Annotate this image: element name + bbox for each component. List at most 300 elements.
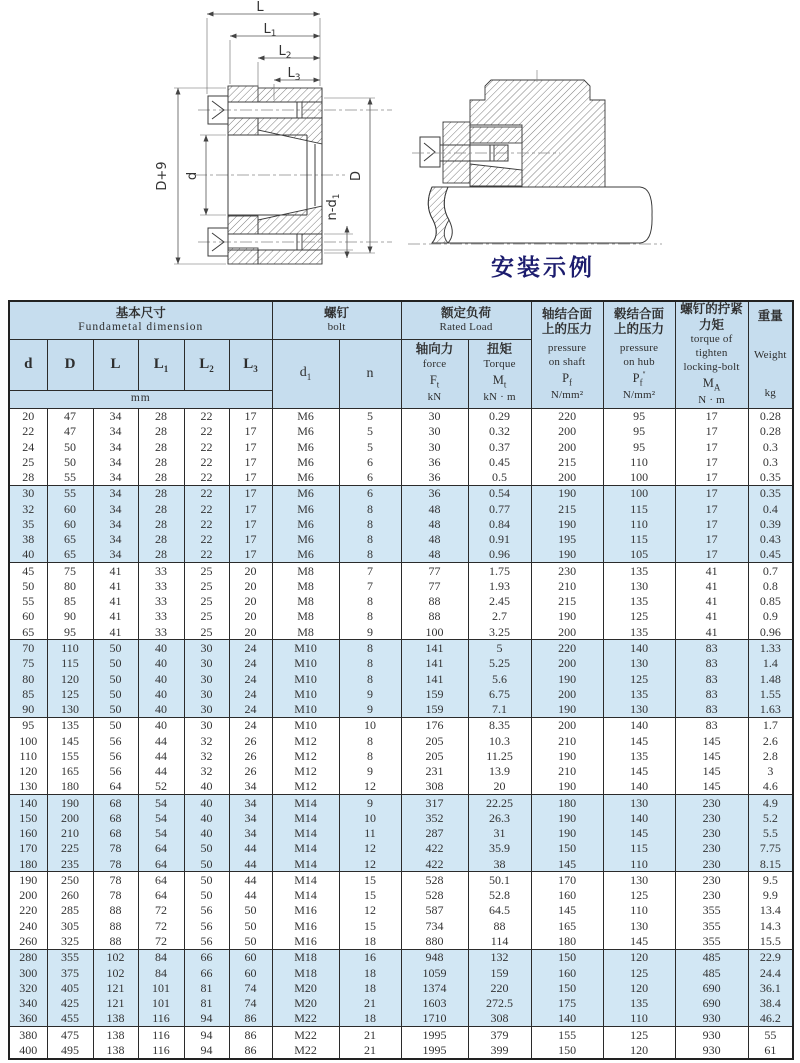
table-cell: 355 [675, 903, 748, 918]
table-cell: 475 [47, 1026, 93, 1042]
table-cell: 120 [603, 949, 675, 965]
table-cell: 48 [401, 501, 468, 516]
table-cell: 355 [675, 918, 748, 933]
table-cell: 50 [184, 856, 229, 872]
table-cell: 56 [184, 918, 229, 933]
table-cell: 41 [675, 594, 748, 609]
table-cell: 20 [229, 594, 272, 609]
table-cell: 83 [675, 671, 748, 686]
table-cell: 120 [47, 671, 93, 686]
table-row [9, 578, 793, 593]
dimension-table-body [9, 408, 793, 1059]
table-cell: 138 [93, 1026, 138, 1042]
table-cell: 485 [675, 949, 748, 965]
table-cell: 190 [531, 547, 603, 563]
table-cell: M6 [272, 439, 339, 454]
table-cell: 24 [229, 656, 272, 671]
table-cell: 17 [675, 424, 748, 439]
table-cell: 88 [401, 594, 468, 609]
table-cell: 690 [675, 980, 748, 995]
table-row [9, 888, 793, 903]
table-cell: 78 [93, 872, 138, 888]
table-cell: 5 [339, 408, 401, 424]
table-cell: 130 [603, 918, 675, 933]
table-cell: 40 [184, 826, 229, 841]
table-cell: 30 [401, 439, 468, 454]
table-cell: 140 [603, 640, 675, 656]
table-cell: 28 [138, 439, 184, 454]
table-cell: 0.39 [748, 516, 793, 531]
table-cell: 1995 [401, 1026, 468, 1042]
table-row [9, 918, 793, 933]
header-fundamental-zh: 基本尺寸 [115, 305, 166, 320]
table-cell: 0.91 [468, 532, 531, 547]
table-cell: 52.8 [468, 888, 531, 903]
table-cell: 17 [675, 547, 748, 563]
table-cell: 121 [93, 980, 138, 995]
table-row [9, 701, 793, 717]
table-cell: 180 [9, 856, 47, 872]
table-cell: 159 [468, 965, 531, 980]
table-cell: M22 [272, 1026, 339, 1042]
table-cell: 0.96 [468, 547, 531, 563]
table-cell: 86 [229, 1011, 272, 1027]
table-cell: 230 [675, 794, 748, 810]
table-cell: 3 [748, 763, 793, 778]
table-cell: 200 [531, 469, 603, 485]
table-cell: 30 [184, 640, 229, 656]
table-cell: 40 [184, 794, 229, 810]
table-cell: 230 [675, 826, 748, 841]
table-cell: M6 [272, 547, 339, 563]
table-cell: 88 [93, 933, 138, 949]
table-cell: 50 [93, 656, 138, 671]
table-cell: 110 [47, 640, 93, 656]
table-cell: 422 [401, 856, 468, 872]
table-cell: 120 [603, 1042, 675, 1059]
table-cell: 100 [603, 485, 675, 501]
table-cell: 8 [339, 501, 401, 516]
table-cell: 60 [47, 516, 93, 531]
table-cell: 280 [9, 949, 47, 965]
table-cell: 317 [401, 794, 468, 810]
table-cell: M12 [272, 748, 339, 763]
table-cell: 30 [9, 485, 47, 501]
table-cell: 18 [339, 980, 401, 995]
table-cell: 95 [603, 408, 675, 424]
table-cell: 28 [138, 532, 184, 547]
table-cell: 65 [9, 624, 47, 640]
table-cell: 528 [401, 888, 468, 903]
table-cell: 110 [603, 903, 675, 918]
table-cell: 115 [603, 501, 675, 516]
table-cell: 215 [531, 501, 603, 516]
table-cell: 20 [9, 408, 47, 424]
table-cell: M16 [272, 903, 339, 918]
table-cell: 28 [9, 469, 47, 485]
table-cell: 210 [47, 826, 93, 841]
table-cell: 86 [229, 1042, 272, 1059]
table-cell: M8 [272, 563, 339, 579]
table-cell: 10 [339, 810, 401, 825]
table-cell: 41 [93, 578, 138, 593]
table-cell: 28 [138, 485, 184, 501]
table-cell: 116 [138, 1011, 184, 1027]
table-cell: 44 [229, 856, 272, 872]
table-cell: 50 [93, 671, 138, 686]
table-cell: 50 [93, 640, 138, 656]
table-cell: 110 [603, 1011, 675, 1027]
table-cell: 17 [229, 454, 272, 469]
table-cell: 25 [184, 609, 229, 624]
table-cell: 50 [93, 686, 138, 701]
table-cell: 190 [531, 779, 603, 795]
table-cell: 22 [184, 424, 229, 439]
table-cell: 220 [531, 640, 603, 656]
table-cell: 50 [47, 439, 93, 454]
table-cell: 50 [47, 454, 93, 469]
table-cell: 0.45 [748, 547, 793, 563]
table-cell: 22 [184, 516, 229, 531]
table-cell: 220 [9, 903, 47, 918]
table-cell: 17 [229, 408, 272, 424]
table-cell: 110 [603, 454, 675, 469]
table-cell: 5 [468, 640, 531, 656]
table-cell: 31 [468, 826, 531, 841]
table-cell: 308 [401, 779, 468, 795]
table-cell: 422 [401, 841, 468, 856]
table-cell: 7 [339, 563, 401, 579]
table-cell: 26.3 [468, 810, 531, 825]
table-cell: M6 [272, 532, 339, 547]
table-row [9, 733, 793, 748]
table-cell: 66 [184, 965, 229, 980]
table-cell: 41 [93, 563, 138, 579]
table-row [9, 841, 793, 856]
table-cell: 90 [47, 609, 93, 624]
table-cell: 360 [9, 1011, 47, 1027]
table-cell: 21 [339, 995, 401, 1010]
table-cell: 50 [229, 933, 272, 949]
table-cell: 17 [675, 454, 748, 469]
table-row [9, 949, 793, 965]
table-cell: 190 [531, 671, 603, 686]
table-cell: 135 [603, 748, 675, 763]
table-row [9, 485, 793, 501]
table-cell: 72 [138, 918, 184, 933]
table-cell: M20 [272, 980, 339, 995]
dim-label-n-d1: $n-d_1$ [325, 193, 342, 221]
dim-label-D: D [349, 170, 364, 182]
table-cell: 36 [401, 469, 468, 485]
table-cell: 95 [47, 624, 93, 640]
table-cell: M14 [272, 872, 339, 888]
table-cell: 8.35 [468, 717, 531, 733]
table-cell: 250 [47, 872, 93, 888]
table-cell: 84 [138, 949, 184, 965]
table-cell: M14 [272, 810, 339, 825]
table-cell: 5.2 [748, 810, 793, 825]
table-cell: 0.77 [468, 501, 531, 516]
table-cell: 102 [93, 949, 138, 965]
table-cell: 0.43 [748, 532, 793, 547]
table-cell: 34 [229, 826, 272, 841]
table-cell: 230 [675, 872, 748, 888]
table-row [9, 640, 793, 656]
table-cell: 34 [93, 424, 138, 439]
table-cell: 26 [229, 763, 272, 778]
table-cell: 86 [229, 1026, 272, 1042]
table-row [9, 656, 793, 671]
table-cell: M6 [272, 454, 339, 469]
table-row [9, 501, 793, 516]
table-cell: 0.96 [748, 624, 793, 640]
table-cell: 68 [93, 826, 138, 841]
table-cell: 0.9 [748, 609, 793, 624]
table-cell: 180 [47, 779, 93, 795]
table-cell: 14.3 [748, 918, 793, 933]
header-col-axial-force: 轴向力 force $F_t$ kN [401, 339, 468, 408]
table-cell: 33 [138, 563, 184, 579]
table-cell: 2.7 [468, 609, 531, 624]
header-bolt-zh: 螺钉 [324, 305, 350, 320]
table-cell: 9.5 [748, 872, 793, 888]
table-cell: 200 [47, 810, 93, 825]
table-cell: 28 [138, 408, 184, 424]
table-cell: 20 [229, 578, 272, 593]
table-cell: 8 [339, 748, 401, 763]
table-cell: 1995 [401, 1042, 468, 1059]
table-cell: 0.37 [468, 439, 531, 454]
table-cell: 9 [339, 624, 401, 640]
table-cell: 135 [603, 563, 675, 579]
table-row [9, 424, 793, 439]
table-cell: 22 [184, 501, 229, 516]
header-col-L1: $L_1$ [138, 339, 184, 390]
table-cell: 145 [675, 763, 748, 778]
table-row [9, 1011, 793, 1027]
table-cell: 160 [531, 965, 603, 980]
table-cell: M10 [272, 640, 339, 656]
table-cell: 8 [339, 547, 401, 563]
table-cell: 200 [531, 424, 603, 439]
table-cell: 40 [138, 701, 184, 717]
table-cell: 24 [229, 701, 272, 717]
table-cell: M14 [272, 841, 339, 856]
table-cell: 135 [603, 686, 675, 701]
table-cell: 48 [401, 547, 468, 563]
table-cell: 17 [675, 439, 748, 454]
table-cell: 13.9 [468, 763, 531, 778]
table-cell: 83 [675, 656, 748, 671]
table-cell: M22 [272, 1042, 339, 1059]
table-cell: 0.4 [748, 501, 793, 516]
table-cell: 32 [9, 501, 47, 516]
table-cell: 26 [229, 733, 272, 748]
table-cell: 260 [9, 933, 47, 949]
table-cell: 190 [47, 794, 93, 810]
table-cell: 50 [229, 918, 272, 933]
table-cell: 20 [229, 624, 272, 640]
table-cell: 102 [93, 965, 138, 980]
table-cell: 230 [675, 841, 748, 856]
dim-label-L2: $L_2$ [278, 44, 292, 61]
table-cell: 36 [401, 485, 468, 501]
table-cell: 10.3 [468, 733, 531, 748]
table-cell: 56 [93, 748, 138, 763]
table-cell: 190 [531, 826, 603, 841]
table-cell: 880 [401, 933, 468, 949]
table-cell: 75 [9, 656, 47, 671]
table-cell: 15 [339, 918, 401, 933]
table-cell: 34 [93, 532, 138, 547]
table-cell: 587 [401, 903, 468, 918]
table-cell: 80 [9, 671, 47, 686]
table-cell: 88 [93, 903, 138, 918]
table-cell: 60 [229, 965, 272, 980]
table-cell: 7 [339, 578, 401, 593]
table-cell: 455 [47, 1011, 93, 1027]
table-cell: 205 [401, 748, 468, 763]
table-cell: 115 [603, 532, 675, 547]
header-pressure-on-shaft: 轴结合面 上的压力 pressure on shaft $P_f$ N/mm² [531, 301, 603, 408]
table-cell: 9 [339, 794, 401, 810]
table-cell: 190 [531, 748, 603, 763]
table-cell: 21 [339, 1042, 401, 1059]
table-cell: 7.75 [748, 841, 793, 856]
dim-label-L3: $L_3$ [287, 66, 301, 83]
table-cell: 320 [9, 980, 47, 995]
table-cell: 26 [229, 748, 272, 763]
table-cell: 930 [675, 1026, 748, 1042]
technical-drawings [0, 0, 800, 298]
table-row [9, 686, 793, 701]
table-row [9, 748, 793, 763]
table-cell: 400 [9, 1042, 47, 1059]
table-cell: 78 [93, 856, 138, 872]
table-cell: 77 [401, 578, 468, 593]
table-cell: 210 [531, 578, 603, 593]
table-cell: 140 [9, 794, 47, 810]
table-cell: 30 [401, 408, 468, 424]
table-cell: 170 [531, 872, 603, 888]
table-cell: 17 [229, 485, 272, 501]
table-cell: 25 [184, 594, 229, 609]
table-row [9, 903, 793, 918]
table-cell: M8 [272, 609, 339, 624]
table-cell: 155 [531, 1026, 603, 1042]
table-cell: 34 [229, 810, 272, 825]
table-row [9, 779, 793, 795]
table-cell: 17 [229, 547, 272, 563]
table-cell: 8 [339, 733, 401, 748]
table-cell: 200 [531, 656, 603, 671]
table-cell: 34 [93, 439, 138, 454]
table-cell: 24 [229, 640, 272, 656]
table-cell: M8 [272, 624, 339, 640]
table-cell: 130 [603, 656, 675, 671]
table-cell: 375 [47, 965, 93, 980]
table-cell: 50 [93, 717, 138, 733]
table-cell: 165 [531, 918, 603, 933]
table-cell: 78 [93, 888, 138, 903]
table-cell: 690 [675, 995, 748, 1010]
table-cell: 1710 [401, 1011, 468, 1027]
table-cell: 135 [47, 717, 93, 733]
table-cell: 220 [531, 408, 603, 424]
table-cell: 17 [675, 532, 748, 547]
table-cell: 4.6 [748, 779, 793, 795]
table-cell: 8 [339, 516, 401, 531]
table-cell: M6 [272, 408, 339, 424]
table-cell: 12 [339, 779, 401, 795]
dim-label-d: d [185, 171, 200, 181]
table-cell: 230 [675, 888, 748, 903]
table-cell: 35.9 [468, 841, 531, 856]
table-cell: 55 [47, 469, 93, 485]
table-cell: 74 [229, 980, 272, 995]
table-cell: 150 [531, 980, 603, 995]
table-cell: 5 [339, 439, 401, 454]
header-weight: 重量 Weight kg [748, 301, 793, 408]
table-cell: 138 [93, 1042, 138, 1059]
table-cell: 4.9 [748, 794, 793, 810]
table-cell: 155 [47, 748, 93, 763]
table-cell: 145 [675, 748, 748, 763]
dimension-table-wrap [8, 300, 792, 1060]
table-cell: 135 [603, 594, 675, 609]
table-cell: 145 [47, 733, 93, 748]
table-cell: 380 [9, 1026, 47, 1042]
table-cell: 140 [603, 810, 675, 825]
table-cell: 22 [184, 469, 229, 485]
installation-example-drawing [408, 70, 662, 281]
table-cell: 1.33 [748, 640, 793, 656]
table-cell: M12 [272, 779, 339, 795]
table-cell: 65 [47, 532, 93, 547]
table-cell: 0.45 [468, 454, 531, 469]
table-cell: 9.9 [748, 888, 793, 903]
table-cell: 17 [675, 485, 748, 501]
table-cell: 24 [9, 439, 47, 454]
dim-label-L: L [256, 0, 264, 15]
table-cell: 15 [339, 872, 401, 888]
table-cell: 18 [339, 933, 401, 949]
table-cell: 5.5 [748, 826, 793, 841]
table-cell: 235 [47, 856, 93, 872]
table-cell: 2.8 [748, 748, 793, 763]
table-cell: 20 [468, 779, 531, 795]
table-cell: 17 [229, 424, 272, 439]
table-cell: 195 [531, 532, 603, 547]
table-cell: 72 [138, 933, 184, 949]
table-cell: 0.3 [748, 454, 793, 469]
table-cell: M16 [272, 933, 339, 949]
table-cell: 83 [675, 640, 748, 656]
table-cell: 200 [531, 717, 603, 733]
table-cell: 930 [675, 1042, 748, 1059]
table-cell: 54 [138, 794, 184, 810]
table-cell: 230 [675, 856, 748, 872]
table-cell: 88 [468, 918, 531, 933]
table-row [9, 532, 793, 547]
table-cell: 41 [675, 578, 748, 593]
table-cell: 50 [184, 872, 229, 888]
table-row [9, 609, 793, 624]
table-cell: 78 [93, 841, 138, 856]
table-cell: 105 [603, 547, 675, 563]
table-cell: 50.1 [468, 872, 531, 888]
